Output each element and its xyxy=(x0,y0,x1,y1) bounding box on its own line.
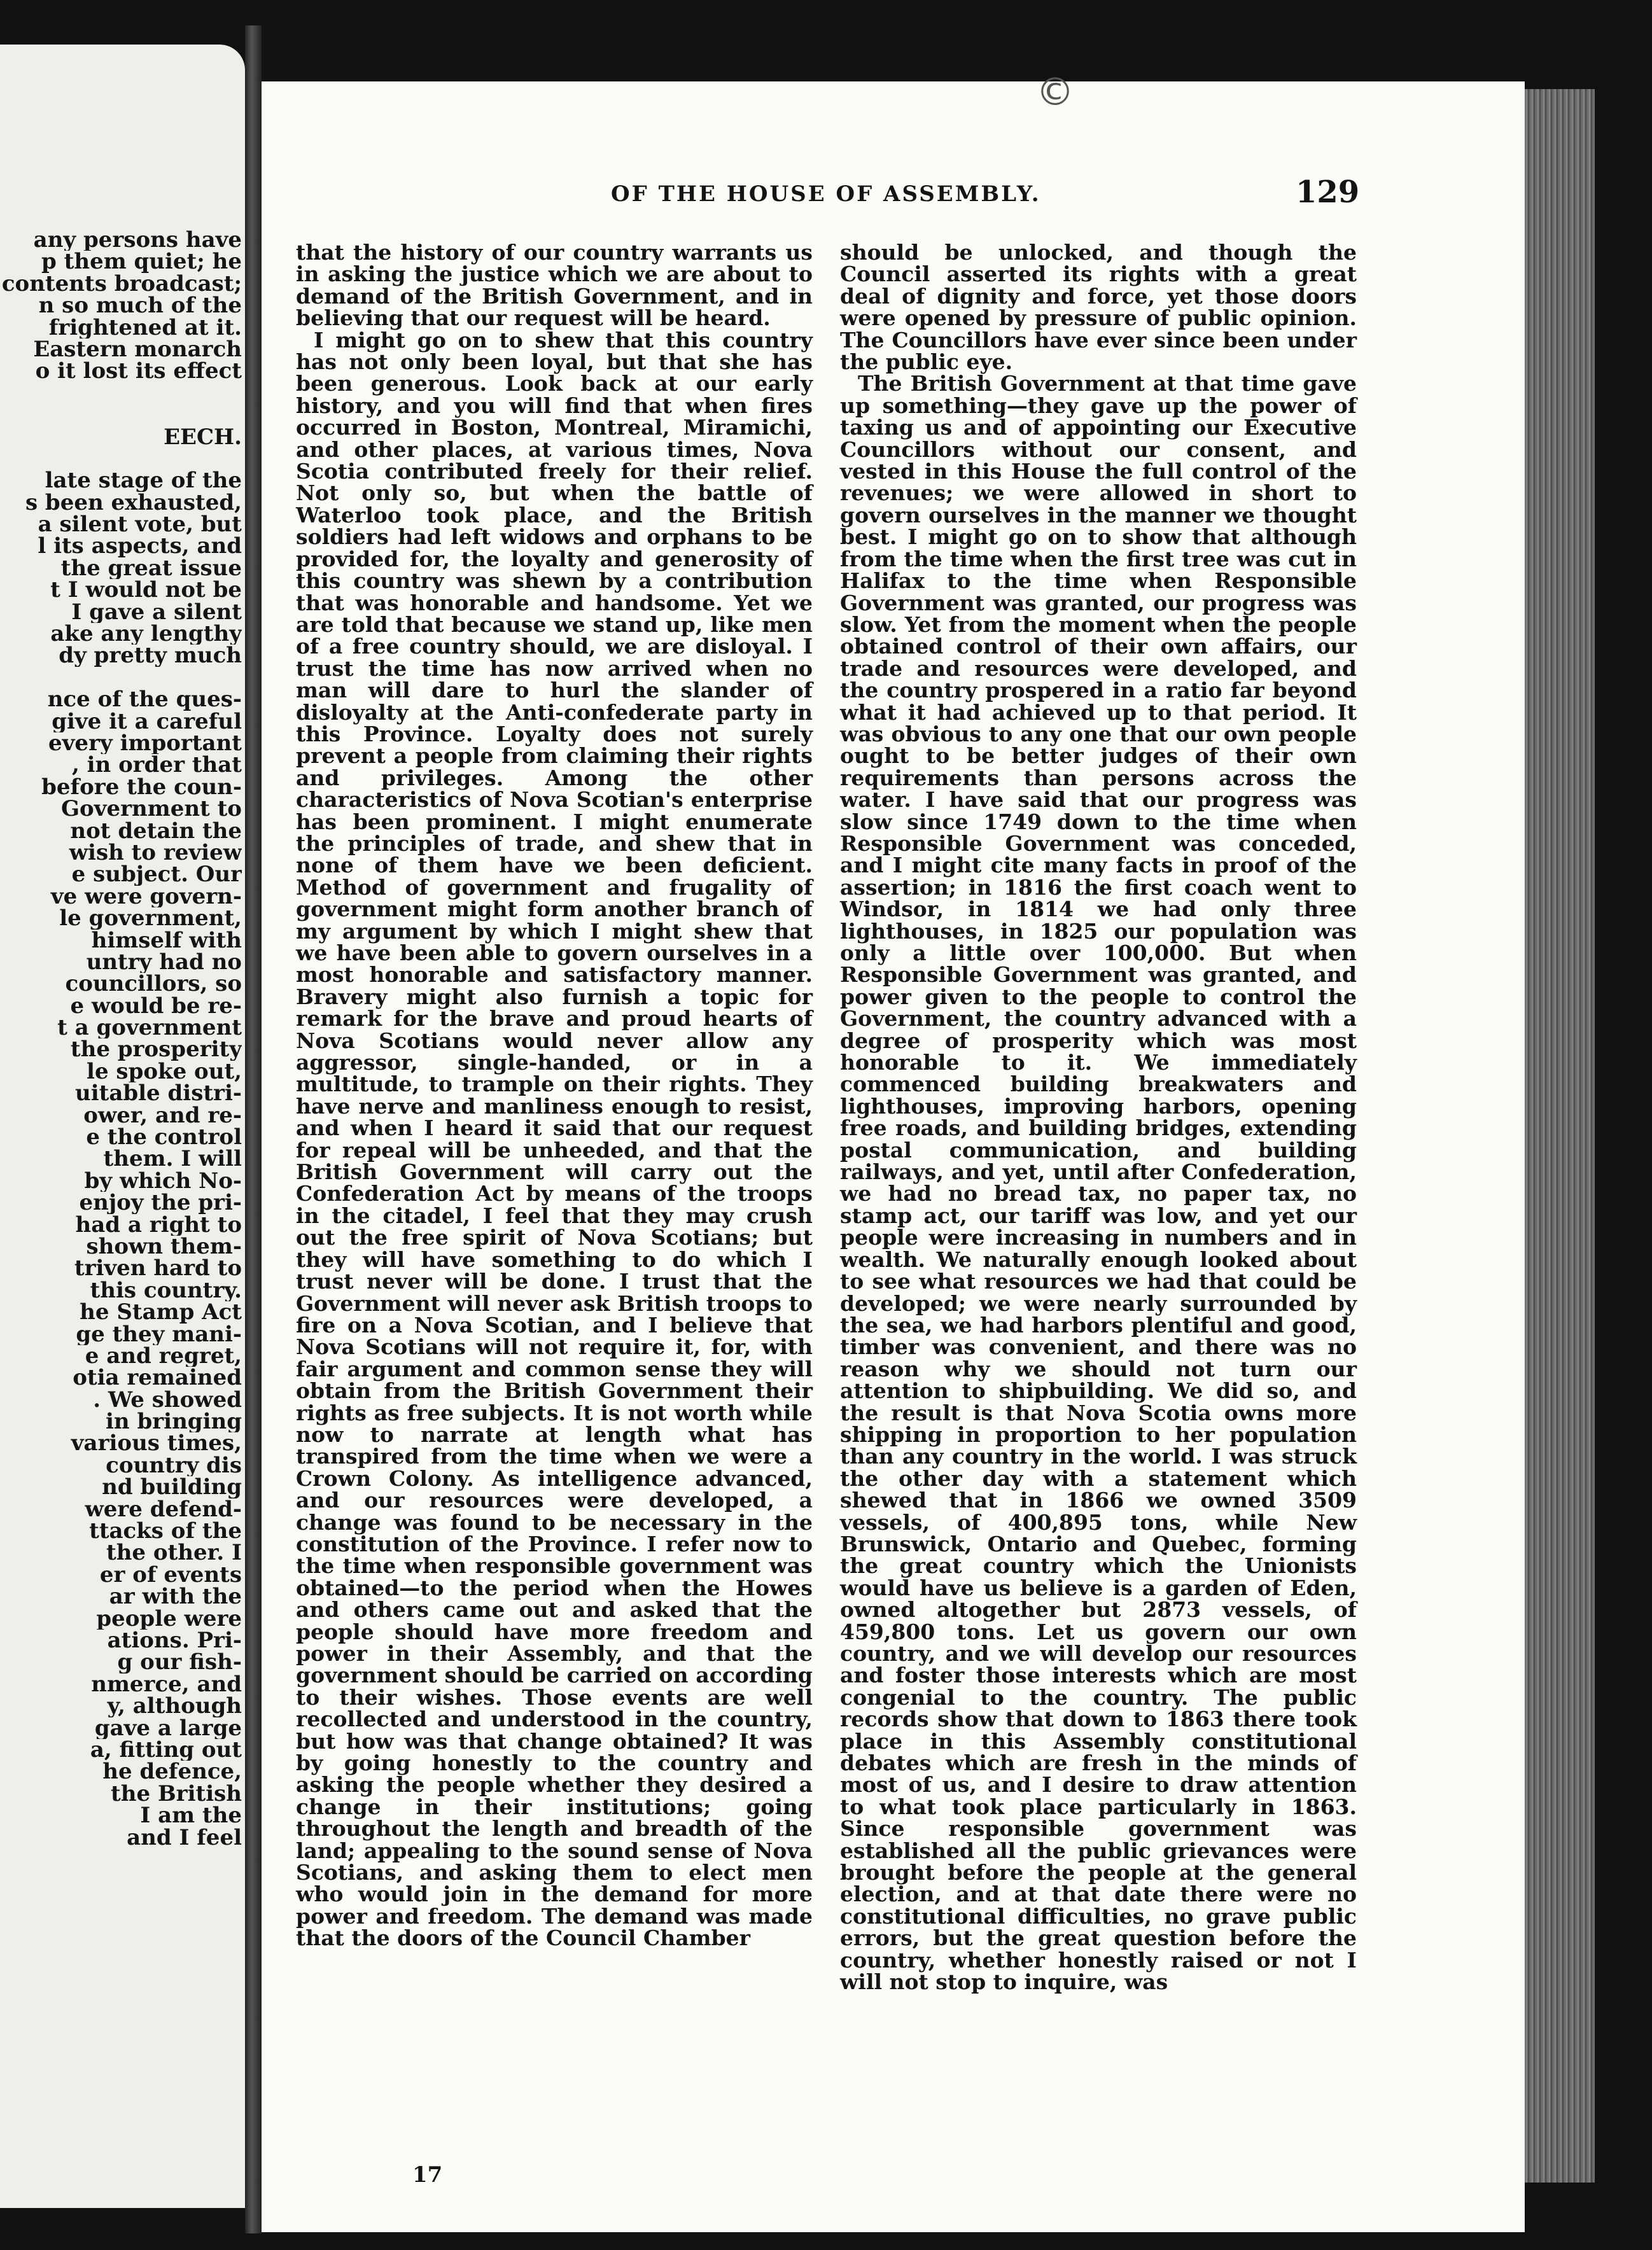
left-page-line xyxy=(0,404,242,426)
paragraph: The British Government at that time gave up something—they gave up the power of taxing us and of appointing our Executive Councillors without our consent, and vested in this House the full control of the revenues; we were allowed in short to govern ourselves in the manner we thought best. I might go on to show that although from the time when the first tree was cut in Halifax to the time when Responsible Government was granted, our progress was slow. Yet from the moment when the people obtained control of their own affairs, our trade and resources were developed, and the country prospered in a ratio far beyond what it had achieved up to that period. It was obvious to any one that our own people ought to be better judges of their own requirements than persons across the water. I have said that our progress was slow since 1749 down to the time when Responsible Government was conceded, and I might cite many facts in proof of the assertion; in 1816 the first coach went to Windsor, in 1814 we had only three lighthouses, in 1825 our population was only a little over 100,000. But when Responsible Government was granted, and power given to the people to control the Government, the country advanced with a degree of prosperity which was most honorable to it. We immediately commenced building breakwaters and lighthouses, improving harbors, opening free roads, and building bridges, extending postal communication, and building railways, and yet, until after Confederation, we had no bread tax, no paper tax, no stamp act, our tariff was low, and yet our people were increasing in numbers and in wealth. We naturally enough looked about to see what resources we had that could be developed; we were nearly surrounded by the sea, we had harbors plentiful and good, timber was convenient, and there was no reason why we should not turn our attention to shipbuilding. We did so, and the result is that Nova Scotia owns more shipping in proportion to her population than any country in the world. I was struck the other day with a statement which shewed that in 1866 we owned 3509 vessels, of 400,895 tons, while New Brunswick, Ontario and Quebec, forming the great country which the Unionists would have us believe is a garden of Eden, owned altogether but 2873 vessels, of 459,800 tons. Let us govern our own country, and we will develop our resources and foster those interests which are most congenial to the country. The public records show that down to 1863 there took place in this Assembly constitutional debates which are fresh in the minds of most of us, and I desire to draw attention to what took place particularly in 1863. Since responsible government was established all the public grievances were brought before the people at the general election, and at that date there were no constitutional difficulties, no grave public errors, but the great question before the country, whether honestly raised or not I will not stop to inquire, was xyxy=(840,371,1357,1995)
left-page-line: enjoy the pri- xyxy=(79,1192,242,1214)
left-page-line: every important xyxy=(48,732,242,755)
left-page-line: frightened at it. xyxy=(48,316,242,339)
left-page-line xyxy=(0,382,242,404)
page-number: 129 xyxy=(1296,174,1360,210)
left-page-line: ar with the xyxy=(109,1586,242,1608)
left-page-line: . We showed xyxy=(93,1388,242,1411)
left-page-line: people were xyxy=(96,1607,242,1630)
left-page-line: a silent vote, but xyxy=(38,514,242,536)
left-page-line: uitable distri- xyxy=(74,1082,242,1105)
left-page-line: ake any lengthy xyxy=(50,623,242,645)
left-page-line: country dis xyxy=(106,1454,242,1477)
left-page-line: give it a careful xyxy=(52,710,242,732)
left-page-line: nmerce, and xyxy=(91,1673,242,1696)
left-page-line: wish to review xyxy=(69,841,242,864)
left-page-line: l its aspects, and xyxy=(38,535,242,557)
left-page-line: he defence, xyxy=(102,1761,242,1783)
left-page-line: any persons have xyxy=(33,229,242,251)
page-edge xyxy=(1525,89,1595,2183)
left-page-line: EECH. xyxy=(164,426,242,448)
left-page-line: e the control xyxy=(86,1126,242,1149)
left-page-line: otia remained xyxy=(73,1367,242,1389)
paragraph: that the history of our country warrants us in asking the justice which we are about to demand of the British Government, and in believing that our request will be heard. xyxy=(296,240,813,331)
left-page-line: s been exhausted, xyxy=(25,491,242,514)
left-page-line: he Stamp Act xyxy=(80,1301,242,1324)
left-page-line: nd building xyxy=(102,1476,242,1499)
text-column-right xyxy=(840,242,1357,1994)
left-page-line: nce of the ques- xyxy=(47,688,242,711)
left-page-line: ower, and re- xyxy=(83,1104,242,1127)
left-page-line: er of events xyxy=(99,1563,242,1586)
left-page-line: ge they mani- xyxy=(76,1323,242,1345)
left-page-line: in bringing xyxy=(106,1411,242,1433)
left-page-line: them. I will xyxy=(103,1148,242,1170)
left-page-line: the British xyxy=(111,1782,242,1805)
left-page-text xyxy=(0,229,242,1848)
left-page-line: shown them- xyxy=(86,1235,242,1258)
left-page-line: t I would not be xyxy=(50,579,242,601)
left-page-line: contents broadcast; xyxy=(1,272,242,295)
left-page-line: Government to xyxy=(61,798,242,820)
left-page-line: gave a large xyxy=(94,1717,242,1739)
left-page-line: triven hard to xyxy=(74,1257,242,1280)
left-page-line: the prosperity xyxy=(70,1038,242,1061)
left-page-line: le spoke out, xyxy=(87,1060,242,1083)
left-page-line: p them quiet; he xyxy=(41,251,242,273)
left-page-line xyxy=(0,448,242,470)
left-page-line: n so much of the xyxy=(38,295,242,317)
left-page-line: e and regret, xyxy=(85,1345,242,1367)
left-page-line: this country. xyxy=(90,1279,242,1302)
left-page-line: ations. Pri- xyxy=(107,1630,242,1652)
text-column-left xyxy=(296,242,813,1950)
left-page-line: the great issue xyxy=(60,557,242,580)
left-page-line: I gave a silent xyxy=(71,601,242,624)
paragraph: should be unlocked, and though the Council asserted its rights with a great deal of dignity and force, yet those doors were opened by pressure of public opinion. The Councillors have ever since been under the public eye. xyxy=(840,240,1357,375)
left-page xyxy=(0,45,245,2208)
left-page-line: , in order that xyxy=(71,754,242,776)
left-page-line: had a right to xyxy=(75,1213,242,1236)
left-page-line: himself with xyxy=(91,929,242,951)
left-page-line xyxy=(0,667,242,688)
left-page-line: y, although xyxy=(107,1695,242,1717)
left-page-line: not detain the xyxy=(70,820,242,842)
left-page-line: were defend- xyxy=(85,1498,242,1521)
left-page-line: e would be re- xyxy=(70,995,242,1017)
left-page-line: ttacks of the xyxy=(89,1520,242,1542)
left-page-line: late stage of the xyxy=(45,470,242,492)
running-head: OF THE HOUSE OF ASSEMBLY. xyxy=(611,181,1041,207)
left-page-line: various times, xyxy=(71,1432,242,1455)
signature-mark: 17 xyxy=(412,2162,443,2188)
left-page-line: ve were govern- xyxy=(50,885,242,908)
left-page-line: a, fitting out xyxy=(90,1738,242,1761)
left-page-line: I am the xyxy=(140,1805,242,1827)
left-page-line: untry had no xyxy=(86,951,242,974)
left-page-line: t a government xyxy=(57,1017,242,1039)
left-page-line: councillors, so xyxy=(65,973,242,995)
left-page-line: and I feel xyxy=(127,1826,242,1848)
left-page-line: the other. I xyxy=(106,1542,242,1564)
left-page-line: le government, xyxy=(59,907,242,930)
copyright-mark: © xyxy=(1036,70,1074,115)
book-gutter xyxy=(245,25,262,2233)
left-page-line: e subject. Our xyxy=(71,863,242,886)
left-page-line: by which No- xyxy=(84,1170,242,1192)
paragraph: I might go on to shew that this country has not only been loyal, but that she has been generous. Look back at our early history, and you will find that when fires occurred in Boston, Montreal, Miramichi, and other places, at various times, Nova Scotia contributed freely for their relief. Not only so, but when the battle of Waterloo took place, and the British soldiers had left widows and orphans to be provided for, the loyalty and generosity of this country was shewn by a contribution that was honorable and handsome. Yet we are told that because we stand up, like men of a free country should, we are disloyal. I trust the time has now arrived when no man will dare to hurl the slander of disloyalty at the Anti-confederate party in this Province. Loyalty does not surely prevent a people from claiming their rights and privileges. Among the other characteristics of Nova Scotian's enterprise has been prominent. I might enumerate the principles of trade, and shew that in none of them have we been deficient. Method of government and frugality of government might form another branch of my argument by which I might shew that we have been able to govern ourselves in a most honorable and satisfactory manner. Bravery might also furnish a topic for remark for the brave and proud hearts of Nova Scotians would never allow any aggressor, single-handed, or in a multitude, to trample on their rights. They have nerve and manliness enough to resist, and when I heard it said that our request for repeal will be unheeded, and that the British Government will carry out the Confederation Act by means of the troops in the citadel, I feel that they may crush out the free spirit of Nova Scotians; but they will have something to do which I trust never will be done. I trust that the Government will never ask British troops to fire on a Nova Scotian, and I believe that Nova Scotians will not require it, for, with fair argument and common sense they will obtain from the British Government their rights as free subjects. It is not worth while now to narrate at length what has transpired from the time when we were a Crown Colony. As intelligence advanced, and our resources were developed, a change was found to be necessary in the constitution of the Province. I refer now to the time when responsible government was obtained—to the period when the Howes and others came out and asked that the people should have more freedom and power in their Assembly, and that the government should be carried on according to their wishes. Those events are well recollected and understood in the country, but how was that change obtained? It was by going honestly to the country and asking the people whether they desired a change in their institutions; going throughout the length and breadth of the land; appealing to the sound sense of Nova Scotians, and asking them to elect men who would join in the demand for more power and freedom. The demand was made that the doors of the Council Chamber xyxy=(296,327,813,1951)
left-page-line: before the coun- xyxy=(41,776,242,799)
left-page-line: o it lost its effect xyxy=(35,360,242,382)
left-page-line: g our fish- xyxy=(117,1651,242,1674)
left-page-line: Eastern monarch xyxy=(33,338,242,361)
left-page-line: dy pretty much xyxy=(59,645,242,667)
